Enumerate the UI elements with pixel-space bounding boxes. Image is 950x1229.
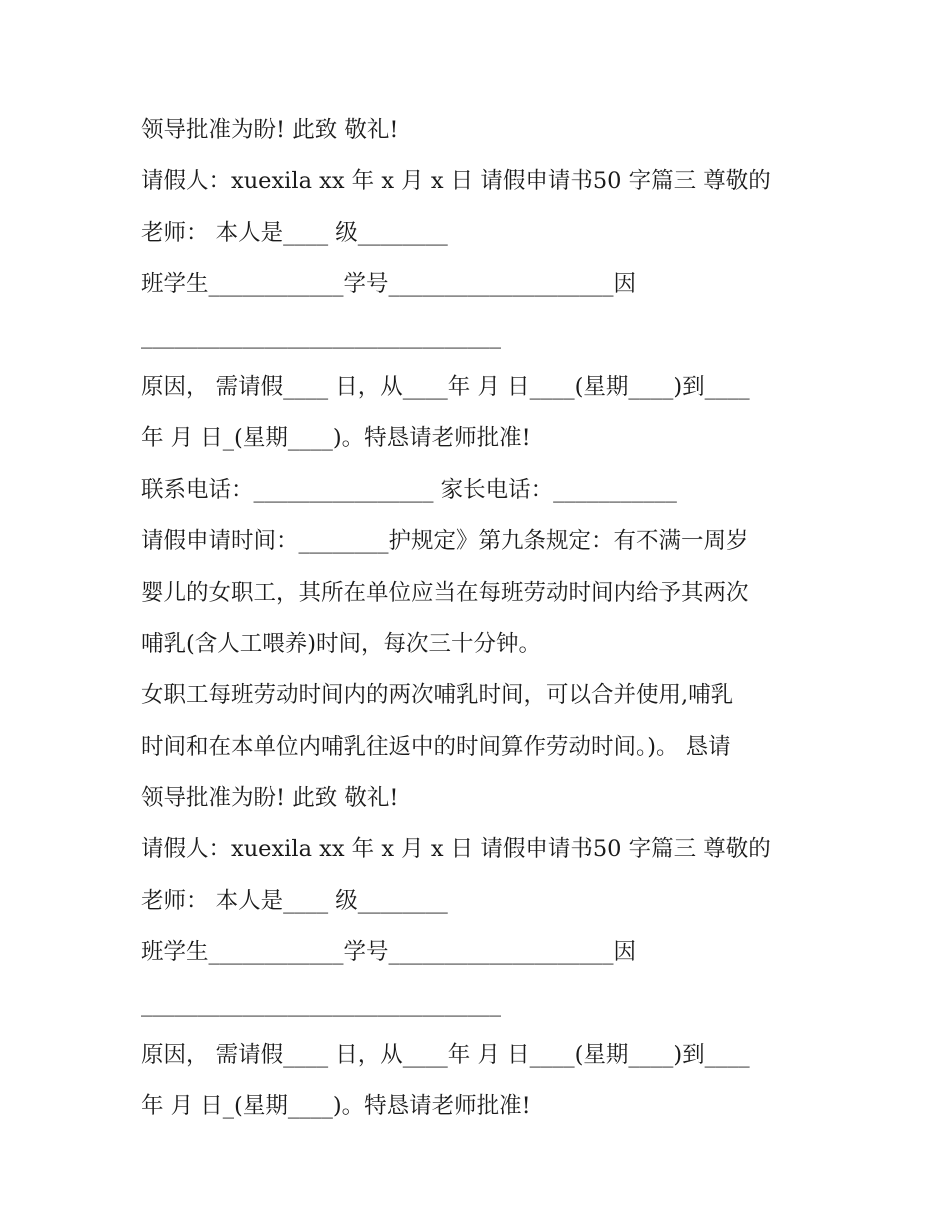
- text-line-7: 年 月 日_(星期____)。特恳请老师批准!: [141, 425, 531, 452]
- text-line-10: 婴儿的女职工，其所在单位应当在每班劳动时间内给予其两次: [141, 579, 749, 606]
- text-line-18: ________________________________: [141, 990, 501, 1017]
- text-line-13: 时间和在本单位内哺乳往返中的时间算作劳动时间。)。 恳请: [141, 733, 731, 760]
- text-line-19: 原因， 需请假____ 日，从____年 月 日____(星期____)到____: [141, 1042, 750, 1069]
- text-line-14: 领导批准为盼! 此致 敬礼!: [141, 785, 399, 812]
- text-line-8: 联系电话：________________ 家长电话：___________: [141, 476, 677, 503]
- text-line-15: 请假人：xuexila xx 年 x 月 x 日 请假申请书50 字篇三 尊敬的: [141, 836, 771, 863]
- document-body: [141, 105, 831, 1133]
- text-line-11: 哺乳(含人工喂养)时间，每次三十分钟。: [141, 630, 542, 657]
- text-line-5: ________________________________: [141, 322, 501, 349]
- text-line-20: 年 月 日_(星期____)。特恳请老师批准!: [141, 1093, 531, 1120]
- text-line-1: 领导批准为盼! 此致 敬礼!: [141, 117, 399, 143]
- text-line-3: 老师： 本人是____ 级________: [141, 219, 448, 246]
- text-line-2: 请假人：xuexila xx 年 x 月 x 日 请假申请书50 字篇三 尊敬的: [141, 168, 771, 195]
- text-line-4: 班学生____________学号____________________因: [141, 271, 637, 298]
- text-line-17: 班学生____________学号____________________因: [141, 939, 637, 966]
- text-line-6: 原因， 需请假____ 日，从____年 月 日____(星期____)到____: [141, 373, 750, 400]
- text-line-9: 请假申请时间：________护规定》第九条规定：有不满一周岁: [141, 528, 749, 555]
- text-line-12: 女职工每班劳动时间内的两次哺乳时间，可以合并使用,哺乳: [141, 682, 734, 709]
- text-line-16: 老师： 本人是____ 级________: [141, 887, 448, 914]
